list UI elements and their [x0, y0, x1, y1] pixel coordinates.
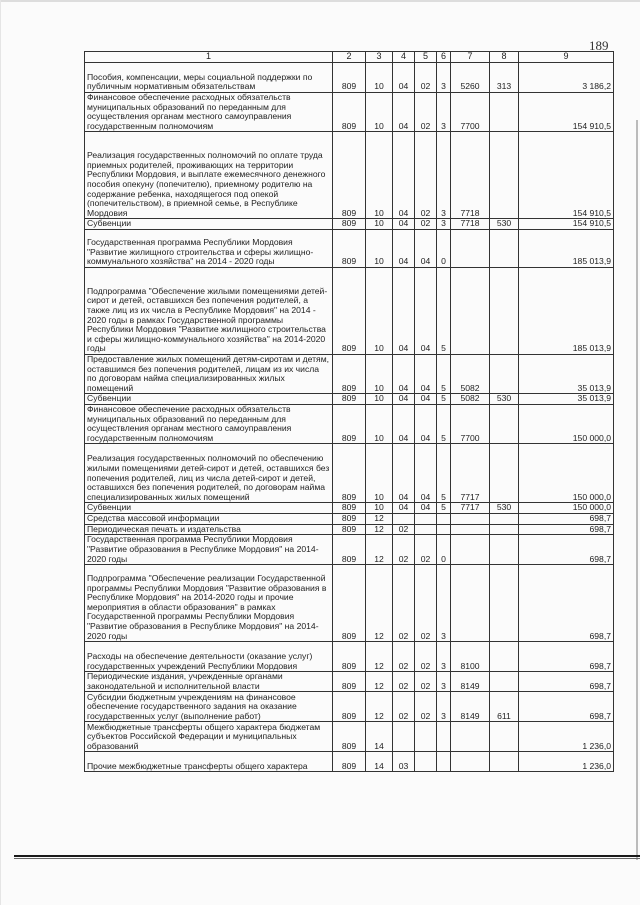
row-code-program	[415, 722, 437, 752]
row-code-subsection: 03	[393, 752, 415, 772]
row-code-program: 02	[415, 565, 437, 642]
row-code-item: 7718	[451, 219, 490, 230]
row-code-expense-type: 313	[490, 63, 519, 93]
row-code-item	[451, 267, 490, 354]
row-code-ministry: 809	[333, 503, 366, 514]
row-name: Государственная программа Республики Мордовия "Развитие жилищного строительства и сферы жилищно-коммунального хозяйства" на 2014 - 2020 годы	[85, 229, 333, 267]
row-code-item	[451, 513, 490, 524]
row-code-section: 10	[366, 354, 393, 393]
row-code-section: 12	[366, 524, 393, 535]
table-row	[85, 219, 614, 230]
row-code-expense-type: 530	[490, 219, 519, 230]
row-code-section: 12	[366, 513, 393, 524]
table-row	[85, 692, 614, 722]
row-code-subsection: 02	[393, 524, 415, 535]
row-code-section: 12	[366, 535, 393, 565]
scan-right-edge	[636, 120, 638, 860]
row-amount: 35 013,9	[519, 354, 614, 393]
row-code-subprogram: 3	[437, 219, 451, 230]
row-code-program	[415, 524, 437, 535]
row-code-subsection: 02	[393, 535, 415, 565]
header-col-4: 4	[393, 52, 415, 63]
row-code-subsection: 02	[393, 565, 415, 642]
header-col-7: 7	[451, 52, 490, 63]
row-code-subprogram: 5	[437, 394, 451, 405]
row-code-ministry: 809	[333, 535, 366, 565]
row-code-program: 04	[415, 503, 437, 514]
row-name: Реализация государственных полномочий по обеспечению жилыми помещениями детей-сирот и детей, оставшихся без попечения родителей, лиц из числа детей-сирот и детей, оставшихся без попечения родителей, по договорам найма специализированных жилых помещений	[85, 444, 333, 503]
row-code-section: 14	[366, 722, 393, 752]
row-name: Финансовое обеспечение расходных обязательств муниципальных образований по переданным для осуществления органам местного самоуправления государственным полномочиям	[85, 404, 333, 443]
table-row	[85, 132, 614, 219]
row-amount: 150 000,0	[519, 444, 614, 503]
table-row	[85, 354, 614, 393]
row-code-subsection: 04	[393, 219, 415, 230]
row-name: Государственная программа Республики Мордовия "Развитие образования в Республике Мордовия" на 2014-2020 годы	[85, 535, 333, 565]
row-code-expense-type	[490, 722, 519, 752]
row-code-expense-type	[490, 444, 519, 503]
row-code-ministry: 809	[333, 524, 366, 535]
table-row	[85, 444, 614, 503]
table-row	[85, 63, 614, 93]
table-row	[85, 722, 614, 752]
row-amount: 698,7	[519, 524, 614, 535]
table-row	[85, 404, 614, 443]
row-code-section: 10	[366, 132, 393, 219]
row-code-subsection: 04	[393, 267, 415, 354]
row-code-program: 02	[415, 63, 437, 93]
row-code-subprogram: 0	[437, 535, 451, 565]
row-amount: 150 000,0	[519, 503, 614, 514]
table-row	[85, 524, 614, 535]
row-code-expense-type: 530	[490, 503, 519, 514]
row-code-ministry: 809	[333, 642, 366, 672]
row-code-expense-type	[490, 404, 519, 443]
row-name: Расходы на обеспечение деятельности (оказание услуг) государственных учреждений Республики Мордовия	[85, 642, 333, 672]
row-code-subsection: 04	[393, 394, 415, 405]
header-col-3: 3	[366, 52, 393, 63]
row-code-ministry: 809	[333, 565, 366, 642]
table-row	[85, 672, 614, 692]
row-code-subsection: 02	[393, 642, 415, 672]
row-name: Межбюджетные трансферты общего характера бюджетам субъектов Российской Федерации и муниципальных образований	[85, 722, 333, 752]
row-name: Прочие межбюджетные трансферты общего характера	[85, 752, 333, 772]
row-code-item: 5082	[451, 394, 490, 405]
row-code-program: 04	[415, 229, 437, 267]
row-amount: 185 013,9	[519, 267, 614, 354]
row-name: Субвенции	[85, 219, 333, 230]
row-code-program: 04	[415, 267, 437, 354]
row-code-subsection: 04	[393, 404, 415, 443]
row-code-subprogram: 5	[437, 444, 451, 503]
table-header-row	[85, 52, 614, 63]
table-body	[85, 63, 614, 772]
row-code-program: 02	[415, 93, 437, 132]
row-code-item: 8149	[451, 692, 490, 722]
row-code-item	[451, 535, 490, 565]
row-code-ministry: 809	[333, 692, 366, 722]
row-amount: 698,7	[519, 513, 614, 524]
row-name: Подпрограмма "Обеспечение жилыми помещениями детей-сирот и детей, оставшихся без попечения родителей, а также лиц из их числа в Республике Мордовия" на 2014 - 2020 годы в рамках Государственной программы Республики Мордовия "Развитие жилищного строительства и сферы жилищно-коммунального хозяйства" на 2014-2020 годы	[85, 267, 333, 354]
row-code-subprogram: 0	[437, 229, 451, 267]
row-code-item	[451, 524, 490, 535]
row-code-section: 10	[366, 267, 393, 354]
row-code-subprogram: 5	[437, 267, 451, 354]
row-amount: 698,7	[519, 535, 614, 565]
row-code-program: 02	[415, 692, 437, 722]
row-code-item: 5082	[451, 354, 490, 393]
scan-bottom-band	[14, 855, 640, 857]
header-col-2: 2	[333, 52, 366, 63]
row-code-subprogram: 3	[437, 672, 451, 692]
row-code-subsection: 04	[393, 444, 415, 503]
scan-top-edge	[0, 0, 640, 2]
row-amount: 185 013,9	[519, 229, 614, 267]
row-code-subsection: 04	[393, 229, 415, 267]
row-name: Субвенции	[85, 503, 333, 514]
row-code-ministry: 809	[333, 404, 366, 443]
row-amount: 150 000,0	[519, 404, 614, 443]
row-code-subprogram: 3	[437, 93, 451, 132]
table-row	[85, 229, 614, 267]
row-code-expense-type	[490, 132, 519, 219]
row-code-item: 7700	[451, 404, 490, 443]
row-code-expense-type	[490, 642, 519, 672]
row-amount: 1 236,0	[519, 722, 614, 752]
row-code-subsection	[393, 722, 415, 752]
row-code-subprogram: 5	[437, 503, 451, 514]
row-code-item	[451, 752, 490, 772]
row-amount: 698,7	[519, 642, 614, 672]
row-code-section: 12	[366, 565, 393, 642]
header-col-1: 1	[85, 52, 333, 63]
row-code-ministry: 809	[333, 354, 366, 393]
row-code-program: 02	[415, 642, 437, 672]
row-code-subsection: 04	[393, 354, 415, 393]
row-amount: 35 013,9	[519, 394, 614, 405]
row-code-program: 02	[415, 219, 437, 230]
row-code-ministry: 809	[333, 444, 366, 503]
row-code-section: 10	[366, 394, 393, 405]
row-code-section: 10	[366, 444, 393, 503]
row-code-item: 8100	[451, 642, 490, 672]
row-name: Субвенции	[85, 394, 333, 405]
table-row	[85, 267, 614, 354]
row-code-section: 10	[366, 219, 393, 230]
row-name: Реализация государственных полномочий по оплате труда приемных родителей, проживающих на территории Республики Мордовия, и выплате ежемесячного денежного пособия опекуну (попечителю), приемному родителю на содержание ребенка, находящегося под опекой (попечительством), в приемной семье, в Республике Мордовия	[85, 132, 333, 219]
row-code-ministry: 809	[333, 63, 366, 93]
row-name: Предоставление жилых помещений детям-сиротам и детям, оставшимся без попечения родителей, лицам из их числа по договорам найма специализированных жилых помещений	[85, 354, 333, 393]
row-code-subprogram	[437, 752, 451, 772]
row-code-expense-type: 530	[490, 394, 519, 405]
row-code-expense-type	[490, 752, 519, 772]
row-code-expense-type	[490, 229, 519, 267]
row-code-program: 04	[415, 444, 437, 503]
row-code-ministry: 809	[333, 394, 366, 405]
table-row	[85, 752, 614, 772]
row-code-section: 14	[366, 752, 393, 772]
header-col-9: 9	[519, 52, 614, 63]
row-code-program: 02	[415, 535, 437, 565]
row-code-section: 10	[366, 63, 393, 93]
table-row	[85, 535, 614, 565]
row-name: Субсидии бюджетным учреждениям на финансовое обеспечение государственного задания на оказание государственных услуг (выполнение работ)	[85, 692, 333, 722]
row-code-ministry: 809	[333, 752, 366, 772]
row-code-expense-type	[490, 535, 519, 565]
row-name: Подпрограмма "Обеспечение реализации Государственной программы Республики Мордовия "Развитие образования в Республике Мордовия" на 2014-2020 годы и прочие мероприятия в области образования" в рамках Государственной программы Республики Мордовия "Развитие образования в Республике Мордовия" на 2014-2020 годы	[85, 565, 333, 642]
row-amount: 154 910,5	[519, 93, 614, 132]
row-code-expense-type	[490, 93, 519, 132]
header-col-5: 5	[415, 52, 437, 63]
row-code-ministry: 809	[333, 722, 366, 752]
row-code-item	[451, 722, 490, 752]
row-code-program: 04	[415, 404, 437, 443]
budget-table	[84, 51, 614, 772]
row-code-subprogram	[437, 524, 451, 535]
header-col-8: 8	[490, 52, 519, 63]
row-code-subprogram: 3	[437, 63, 451, 93]
row-amount: 154 910,5	[519, 132, 614, 219]
row-code-item: 7700	[451, 93, 490, 132]
row-code-item: 7718	[451, 132, 490, 219]
row-code-subsection: 02	[393, 692, 415, 722]
row-code-section: 12	[366, 692, 393, 722]
table-row	[85, 503, 614, 514]
row-amount: 698,7	[519, 565, 614, 642]
row-code-ministry: 809	[333, 672, 366, 692]
row-code-section: 10	[366, 229, 393, 267]
page-number: 189	[589, 38, 609, 53]
row-code-item: 7717	[451, 444, 490, 503]
row-code-section: 10	[366, 404, 393, 443]
scan-left-edge	[0, 0, 1, 905]
row-code-ministry: 809	[333, 229, 366, 267]
row-amount: 3 186,2	[519, 63, 614, 93]
row-code-expense-type	[490, 672, 519, 692]
row-code-subsection: 04	[393, 63, 415, 93]
table-row	[85, 513, 614, 524]
row-code-expense-type	[490, 354, 519, 393]
row-code-subprogram: 3	[437, 642, 451, 672]
row-name: Средства массовой информации	[85, 513, 333, 524]
row-code-expense-type	[490, 513, 519, 524]
row-code-section: 10	[366, 503, 393, 514]
row-amount: 698,7	[519, 672, 614, 692]
row-amount: 1 236,0	[519, 752, 614, 772]
row-code-subprogram: 3	[437, 565, 451, 642]
row-code-program	[415, 513, 437, 524]
scan-bottom-band-shadow	[14, 858, 640, 859]
row-code-item	[451, 565, 490, 642]
row-code-section: 10	[366, 93, 393, 132]
row-code-expense-type	[490, 524, 519, 535]
row-code-subprogram	[437, 513, 451, 524]
row-name: Пособия, компенсации, меры социальной поддержки по публичным нормативным обязательствам	[85, 63, 333, 93]
row-amount: 154 910,5	[519, 219, 614, 230]
row-name: Финансовое обеспечение расходных обязательств муниципальных образований по переданным для осуществления органам местного самоуправления государственным полномочиям	[85, 93, 333, 132]
row-code-subprogram: 3	[437, 692, 451, 722]
row-code-ministry: 809	[333, 93, 366, 132]
row-code-section: 12	[366, 672, 393, 692]
row-code-ministry: 809	[333, 219, 366, 230]
row-code-subsection: 04	[393, 132, 415, 219]
table-row	[85, 93, 614, 132]
row-code-program: 02	[415, 132, 437, 219]
row-name: Периодическая печать и издательства	[85, 524, 333, 535]
row-code-section: 12	[366, 642, 393, 672]
row-name: Периодические издания, учрежденные органами законодательной и исполнительной власти	[85, 672, 333, 692]
row-code-subprogram	[437, 722, 451, 752]
row-code-item: 7717	[451, 503, 490, 514]
row-code-ministry: 809	[333, 132, 366, 219]
header-col-6: 6	[437, 52, 451, 63]
row-code-program: 02	[415, 672, 437, 692]
row-code-expense-type	[490, 565, 519, 642]
row-code-subsection: 04	[393, 93, 415, 132]
row-code-subprogram: 3	[437, 132, 451, 219]
row-code-item: 5260	[451, 63, 490, 93]
row-code-program: 04	[415, 394, 437, 405]
row-code-expense-type	[490, 267, 519, 354]
table-row	[85, 642, 614, 672]
row-code-subsection: 04	[393, 503, 415, 514]
row-code-subsection	[393, 513, 415, 524]
row-code-item: 8149	[451, 672, 490, 692]
row-code-subprogram: 5	[437, 404, 451, 443]
row-code-item	[451, 229, 490, 267]
table-row	[85, 565, 614, 642]
row-code-program	[415, 752, 437, 772]
row-code-subsection: 02	[393, 672, 415, 692]
row-amount: 698,7	[519, 692, 614, 722]
row-code-program: 04	[415, 354, 437, 393]
row-code-ministry: 809	[333, 513, 366, 524]
table-row	[85, 394, 614, 405]
row-code-ministry: 809	[333, 267, 366, 354]
row-code-subprogram: 5	[437, 354, 451, 393]
row-code-expense-type: 611	[490, 692, 519, 722]
